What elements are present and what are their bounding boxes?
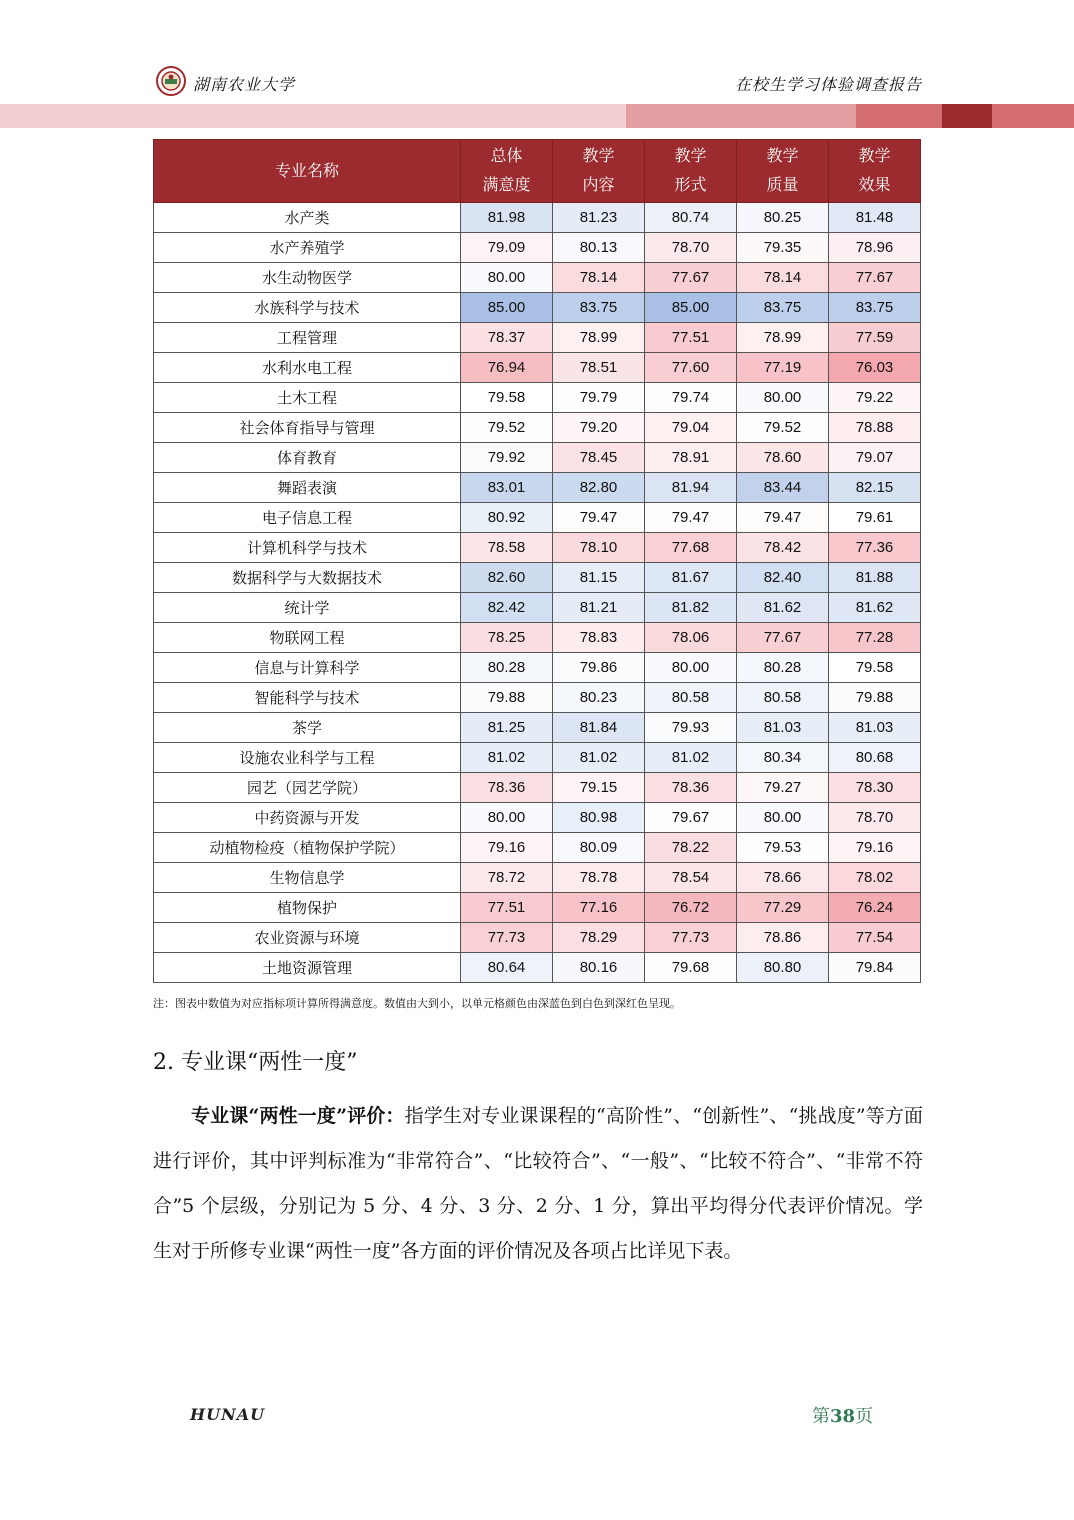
score-cell: 80.34 [737, 743, 829, 773]
table-row [154, 683, 921, 713]
score-cell: 79.93 [645, 713, 737, 743]
score-cell: 80.28 [461, 653, 553, 683]
table-row [154, 353, 921, 383]
score-cell: 77.51 [645, 323, 737, 353]
score-cell: 80.68 [829, 743, 921, 773]
major-name-cell: 农业资源与环境 [154, 923, 461, 953]
score-cell: 82.80 [553, 473, 645, 503]
score-cell: 81.84 [553, 713, 645, 743]
major-name-cell: 水产养殖学 [154, 233, 461, 263]
page-number-value: 38 [830, 1406, 856, 1427]
major-name-cell: 信息与计算科学 [154, 653, 461, 683]
university-name: 湖南农业大学 [193, 75, 296, 94]
score-cell: 79.86 [553, 653, 645, 683]
table-row [154, 743, 921, 773]
score-cell: 80.80 [737, 953, 829, 983]
score-cell: 77.19 [737, 353, 829, 383]
major-name-cell: 动植物检疫（植物保护学院） [154, 833, 461, 863]
score-cell: 78.36 [461, 773, 553, 803]
score-cell: 78.30 [829, 773, 921, 803]
score-cell: 79.35 [737, 233, 829, 263]
score-cell: 78.70 [645, 233, 737, 263]
score-cell: 78.58 [461, 533, 553, 563]
score-cell: 82.40 [737, 563, 829, 593]
score-cell: 80.98 [553, 803, 645, 833]
major-name-cell: 土木工程 [154, 383, 461, 413]
table-row [154, 383, 921, 413]
table-row [154, 473, 921, 503]
table-row [154, 953, 921, 983]
score-cell: 80.13 [553, 233, 645, 263]
score-cell: 77.36 [829, 533, 921, 563]
score-cell: 76.72 [645, 893, 737, 923]
score-cell: 78.54 [645, 863, 737, 893]
score-cell: 77.67 [645, 263, 737, 293]
score-cell: 80.25 [737, 203, 829, 233]
score-cell: 77.29 [737, 893, 829, 923]
score-cell: 78.37 [461, 323, 553, 353]
major-name-cell: 电子信息工程 [154, 503, 461, 533]
score-cell: 78.88 [829, 413, 921, 443]
header-band [942, 104, 992, 128]
score-cell: 79.04 [645, 413, 737, 443]
score-cell: 82.15 [829, 473, 921, 503]
score-cell: 80.16 [553, 953, 645, 983]
score-cell: 79.84 [829, 953, 921, 983]
score-cell: 81.03 [737, 713, 829, 743]
score-cell: 81.25 [461, 713, 553, 743]
major-name-cell: 园艺（园艺学院） [154, 773, 461, 803]
score-cell: 79.67 [645, 803, 737, 833]
table-row [154, 203, 921, 233]
table-row [154, 773, 921, 803]
score-cell: 78.22 [645, 833, 737, 863]
score-cell: 77.54 [829, 923, 921, 953]
footer-brand: HUNAU [190, 1405, 266, 1424]
score-cell: 83.01 [461, 473, 553, 503]
score-cell: 79.15 [553, 773, 645, 803]
score-cell: 78.83 [553, 623, 645, 653]
score-cell: 81.02 [645, 743, 737, 773]
header-metric: 教学 质量 [737, 140, 829, 203]
score-cell: 80.74 [645, 203, 737, 233]
section-paragraph [153, 1094, 923, 1274]
score-cell: 81.88 [829, 563, 921, 593]
score-cell: 79.07 [829, 443, 921, 473]
score-cell: 78.70 [829, 803, 921, 833]
header-metric: 总体 满意度 [461, 140, 553, 203]
score-cell: 79.53 [737, 833, 829, 863]
major-name-cell: 茶学 [154, 713, 461, 743]
page-suffix: 页 [855, 1406, 874, 1427]
score-cell: 78.36 [645, 773, 737, 803]
table-row [154, 233, 921, 263]
header-metric: 教学 形式 [645, 140, 737, 203]
table-row [154, 563, 921, 593]
score-cell: 79.22 [829, 383, 921, 413]
score-cell: 80.23 [553, 683, 645, 713]
score-cell: 81.94 [645, 473, 737, 503]
major-name-cell: 设施农业科学与工程 [154, 743, 461, 773]
score-cell: 77.68 [645, 533, 737, 563]
score-cell: 79.47 [645, 503, 737, 533]
score-cell: 78.51 [553, 353, 645, 383]
major-name-cell: 生物信息学 [154, 863, 461, 893]
score-cell: 81.62 [737, 593, 829, 623]
table-row [154, 863, 921, 893]
score-cell: 78.14 [553, 263, 645, 293]
score-cell: 76.94 [461, 353, 553, 383]
score-cell: 77.28 [829, 623, 921, 653]
table-row [154, 293, 921, 323]
major-name-cell: 水族科学与技术 [154, 293, 461, 323]
table-row [154, 413, 921, 443]
score-cell: 83.75 [829, 293, 921, 323]
table-row [154, 443, 921, 473]
score-cell: 79.61 [829, 503, 921, 533]
score-cell: 78.45 [553, 443, 645, 473]
table-row [154, 263, 921, 293]
score-cell: 77.60 [645, 353, 737, 383]
score-cell: 81.23 [553, 203, 645, 233]
major-name-cell: 水产类 [154, 203, 461, 233]
score-cell: 85.00 [645, 293, 737, 323]
header-band [626, 104, 856, 128]
table-row [154, 833, 921, 863]
score-cell: 77.67 [737, 623, 829, 653]
major-name-cell: 工程管理 [154, 323, 461, 353]
score-cell: 80.09 [553, 833, 645, 863]
score-cell: 78.14 [737, 263, 829, 293]
score-cell: 78.99 [737, 323, 829, 353]
major-name-cell: 水利水电工程 [154, 353, 461, 383]
major-name-cell: 统计学 [154, 593, 461, 623]
score-cell: 81.02 [461, 743, 553, 773]
score-cell: 81.48 [829, 203, 921, 233]
score-cell: 80.64 [461, 953, 553, 983]
score-cell: 79.09 [461, 233, 553, 263]
table-note: 注：图表中数值为对应指标项计算所得满意度。数值由大到小，以单元格颜色由深蓝色到白色到深红色呈现。 [153, 997, 681, 1010]
score-cell: 78.06 [645, 623, 737, 653]
score-cell: 79.74 [645, 383, 737, 413]
score-cell: 77.73 [461, 923, 553, 953]
score-cell: 81.03 [829, 713, 921, 743]
score-cell: 78.42 [737, 533, 829, 563]
major-name-cell: 物联网工程 [154, 623, 461, 653]
table-row [154, 893, 921, 923]
table-row [154, 533, 921, 563]
page-prefix: 第 [812, 1406, 830, 1427]
header-band [992, 104, 1074, 128]
header-metric: 教学 效果 [829, 140, 921, 203]
score-cell: 78.66 [737, 863, 829, 893]
table-body [154, 203, 921, 983]
major-name-cell: 中药资源与开发 [154, 803, 461, 833]
score-cell: 78.72 [461, 863, 553, 893]
score-cell: 83.75 [737, 293, 829, 323]
score-cell: 79.79 [553, 383, 645, 413]
table-row [154, 623, 921, 653]
score-cell: 78.91 [645, 443, 737, 473]
score-cell: 79.47 [553, 503, 645, 533]
table-row [154, 503, 921, 533]
section-heading: 2. 专业课“两性一度” [153, 1050, 358, 1075]
score-cell: 80.00 [461, 263, 553, 293]
major-name-cell: 水生动物医学 [154, 263, 461, 293]
score-cell: 79.16 [461, 833, 553, 863]
page-header [0, 0, 1074, 130]
score-cell: 81.15 [553, 563, 645, 593]
major-name-cell: 舞蹈表演 [154, 473, 461, 503]
score-cell: 79.68 [645, 953, 737, 983]
header-major-name: 专业名称 [154, 140, 461, 203]
score-cell: 81.67 [645, 563, 737, 593]
score-cell: 78.78 [553, 863, 645, 893]
major-name-cell: 计算机科学与技术 [154, 533, 461, 563]
score-cell: 79.52 [737, 413, 829, 443]
score-cell: 79.88 [829, 683, 921, 713]
table-row [154, 593, 921, 623]
score-cell: 79.52 [461, 413, 553, 443]
score-cell: 80.58 [737, 683, 829, 713]
score-cell: 79.27 [737, 773, 829, 803]
table-header-row [154, 140, 921, 203]
score-cell: 83.44 [737, 473, 829, 503]
score-cell: 79.20 [553, 413, 645, 443]
header-band [0, 104, 626, 128]
score-cell: 79.16 [829, 833, 921, 863]
score-cell: 78.25 [461, 623, 553, 653]
header-metric: 教学 内容 [553, 140, 645, 203]
score-cell: 85.00 [461, 293, 553, 323]
score-cell: 76.03 [829, 353, 921, 383]
score-cell: 82.42 [461, 593, 553, 623]
score-cell: 78.86 [737, 923, 829, 953]
score-cell: 81.98 [461, 203, 553, 233]
score-cell: 78.96 [829, 233, 921, 263]
score-cell: 77.67 [829, 263, 921, 293]
table-row [154, 923, 921, 953]
score-cell: 80.00 [645, 653, 737, 683]
major-name-cell: 数据科学与大数据技术 [154, 563, 461, 593]
score-cell: 78.29 [553, 923, 645, 953]
paragraph-term: 专业课“两性一度”评价： [191, 1105, 405, 1127]
score-cell: 80.28 [737, 653, 829, 683]
header-band [856, 104, 942, 128]
report-title: 在校生学习体验调查报告 [734, 75, 922, 94]
score-cell: 79.88 [461, 683, 553, 713]
score-cell: 80.92 [461, 503, 553, 533]
major-name-cell: 植物保护 [154, 893, 461, 923]
score-cell: 78.10 [553, 533, 645, 563]
score-cell: 78.99 [553, 323, 645, 353]
paragraph-body: 指学生对专业课课程的“高阶性”、“创新性”、“挑战度”等方面进行评价，其中评判标准为“非常符合”、“比较符合”、“一般”、“比较不符合”、“非常不符合”5 个层级，分别记为 5 分、4 分、3 分、2 分、1 分，算出平均得分代表评价情况。学生对于所修专业课“两性一度”各方面的评价情况及各项占比详见下表。 [153, 1105, 923, 1262]
score-cell: 77.51 [461, 893, 553, 923]
score-cell: 80.00 [737, 803, 829, 833]
score-cell: 79.58 [829, 653, 921, 683]
score-cell: 77.73 [645, 923, 737, 953]
table-row [154, 653, 921, 683]
major-name-cell: 体育教育 [154, 443, 461, 473]
score-cell: 81.02 [553, 743, 645, 773]
major-name-cell: 土地资源管理 [154, 953, 461, 983]
score-cell: 78.60 [737, 443, 829, 473]
score-cell: 76.24 [829, 893, 921, 923]
major-name-cell: 社会体育指导与管理 [154, 413, 461, 443]
table-row [154, 323, 921, 353]
table-row [154, 803, 921, 833]
major-satisfaction-table [153, 139, 921, 983]
score-cell: 80.58 [645, 683, 737, 713]
major-name-cell: 智能科学与技术 [154, 683, 461, 713]
score-cell: 83.75 [553, 293, 645, 323]
score-cell: 81.21 [553, 593, 645, 623]
score-cell: 78.02 [829, 863, 921, 893]
score-cell: 79.58 [461, 383, 553, 413]
score-cell: 77.59 [829, 323, 921, 353]
score-cell: 82.60 [461, 563, 553, 593]
university-logo-icon [156, 66, 186, 96]
score-cell: 81.82 [645, 593, 737, 623]
score-cell: 79.47 [737, 503, 829, 533]
score-cell: 79.92 [461, 443, 553, 473]
score-cell: 80.00 [461, 803, 553, 833]
page-number [812, 1402, 873, 1428]
score-cell: 77.16 [553, 893, 645, 923]
table-row [154, 713, 921, 743]
score-cell: 81.62 [829, 593, 921, 623]
score-cell: 80.00 [737, 383, 829, 413]
